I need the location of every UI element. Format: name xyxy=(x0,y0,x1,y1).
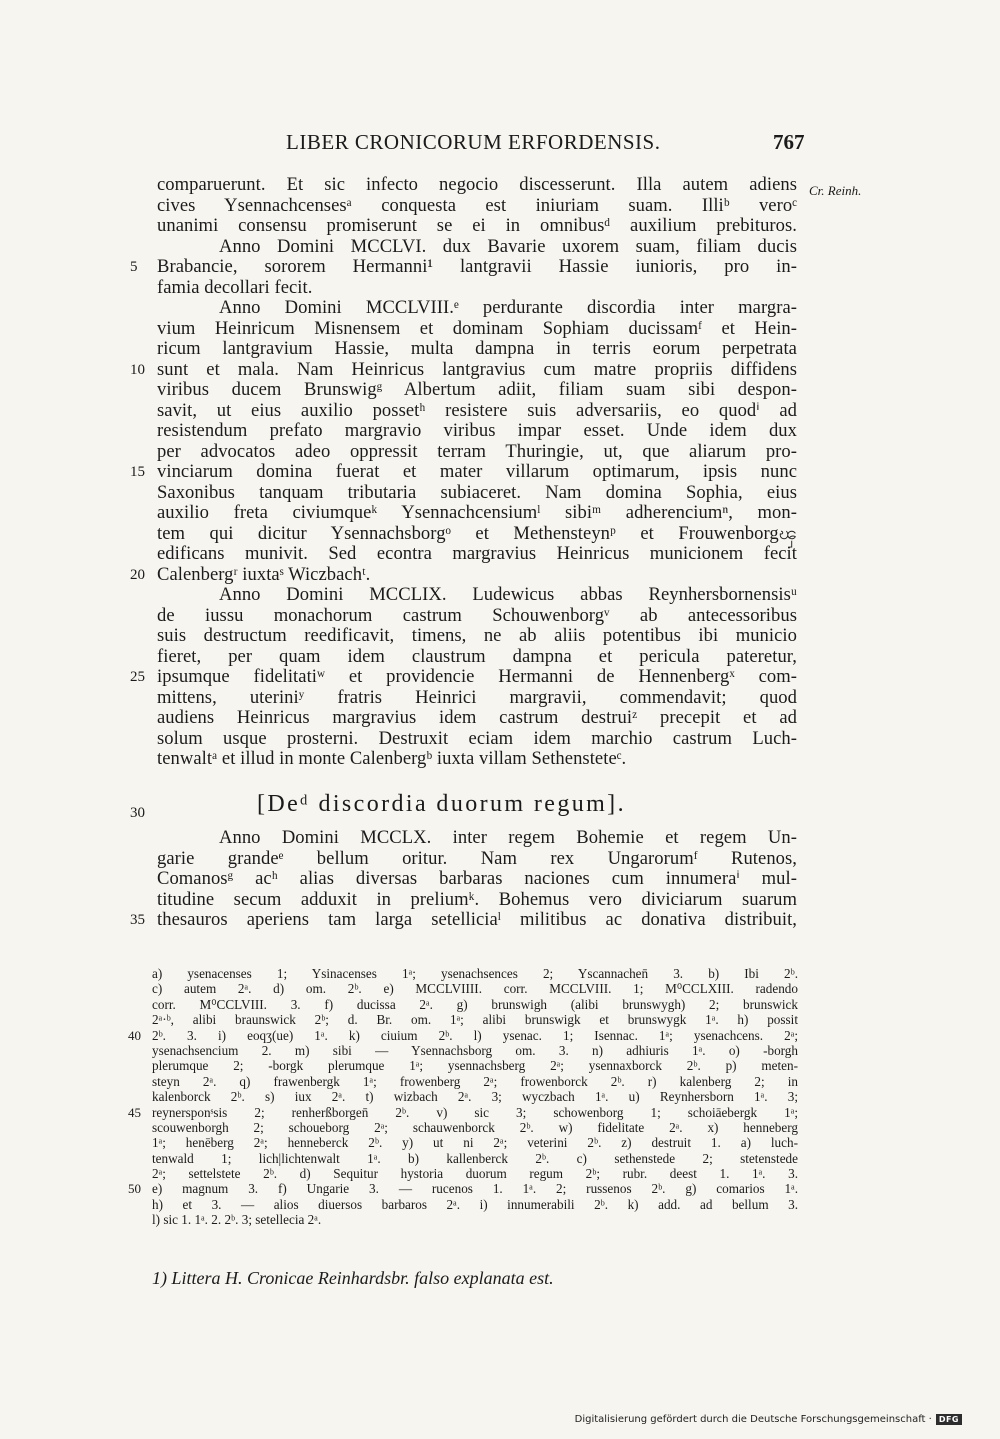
line-text: 2ᵃ; settelstete 2ᵇ. d) Sequitur hystoria duorum regum 2ᵇ; rubr. deest 1. 1ᵃ. 3. xyxy=(152,1166,798,1182)
apparatus-line xyxy=(152,1043,798,1058)
text-line xyxy=(157,524,797,545)
text-line xyxy=(157,196,797,217)
apparatus-line xyxy=(152,1197,798,1212)
text-line xyxy=(157,278,797,299)
text-line xyxy=(157,237,797,258)
line-text: sunt et mala. Nam Heinricus lantgravius cum matre propriis diffidens xyxy=(157,358,797,380)
line-text: e) magnum 3. f) Ungarie 3. — rucenos 1. 1ᵃ. 2; russenos 2ᵇ. g) comarios 1ᵃ. xyxy=(152,1181,798,1197)
line-text: Brabancie, sororem Hermanni¹ lantgravii Hassie iunioris, pro in- xyxy=(157,256,797,277)
line-text: 2ᵇ. 3. i) eoqʒ(ue) 1ᵃ. k) ciuium 2ᵇ. l) ysenac. 1; Isennac. 1ᵃ; ysenachcens. 2ᵃ; xyxy=(152,1027,798,1043)
line-text: h) et 3. — alios diuersos barbaros 2ᵃ. i) innumerabili 2ᵇ. k) add. ad bellum 3. xyxy=(152,1196,798,1212)
section-text-block xyxy=(130,827,797,931)
dfg-logo: DFG xyxy=(936,1414,962,1425)
apparatus-line xyxy=(152,1166,798,1181)
page-number: 767 xyxy=(773,130,805,154)
apparatus-line xyxy=(152,1135,798,1150)
line-text: de iussu monachorum castrum Schouwenborgᵛ ab antecessoribus xyxy=(157,604,797,626)
text-line xyxy=(157,606,797,627)
footnote: 1) Littera H. Cronicae Reinhardsbr. falso explanata est. xyxy=(152,1268,554,1288)
line-text: tem qui dicitur Ysennachsborgᵒ et Methensteynᵖ et Frouwenborgၾ xyxy=(157,522,797,544)
main-text-block xyxy=(130,174,797,770)
line-number: 35 xyxy=(130,912,145,928)
line-text: Anno Domini MCCLVI. dux Bavarie uxorem suam, filiam ducis xyxy=(219,235,797,257)
line-text: thesauros aperiens tam larga setelliciaˡ militibus ac donativa distribuit, xyxy=(157,909,797,930)
line-text: suis destructum reedificavit, timens, ne ab aliis potentibus ibi municio xyxy=(157,625,797,646)
line-text: Anno Domini MCCLVIII.ᵉ perdurante discordia inter margra- xyxy=(219,297,797,318)
running-title: LIBER CRONICORUM ERFORDENSIS. xyxy=(286,130,661,154)
text-line xyxy=(157,585,797,606)
line-text: comparuerunt. Et sic infecto negocio discesserunt. Illa autem adiens xyxy=(157,174,797,195)
text-line xyxy=(157,729,797,750)
text-line xyxy=(157,828,797,849)
line-text: scouwenborgh 2; schoueborg 2ᵃ; schauwenborck 2ᵇ. w) fidelitate 2ᵃ. x) henneberg xyxy=(152,1119,798,1135)
text-line xyxy=(157,175,797,196)
apparatus-line xyxy=(128,1104,798,1120)
apparatus-line xyxy=(152,966,798,981)
text-line xyxy=(157,216,797,237)
line-text: c) autem 2ᵃ. d) om. 2ᵇ. e) MCCLVIIII. corr. MCCLVIII. 1; M⁰CCLXIII. radendo xyxy=(152,981,798,997)
apparatus-line xyxy=(128,1181,798,1197)
text-line xyxy=(157,421,797,442)
line-text: l) sic 1. 1ᵃ. 2. 2ᵇ. 3; setellecia 2ᵃ. xyxy=(152,1212,322,1228)
text-line xyxy=(157,380,797,401)
apparatus-line xyxy=(152,1089,798,1104)
apparatus-line xyxy=(152,1012,798,1027)
text-line xyxy=(157,319,797,340)
text-line xyxy=(157,442,797,463)
apparatus-line xyxy=(152,997,798,1012)
section-heading-row xyxy=(130,791,797,825)
text-line xyxy=(157,626,797,647)
line-number: 40 xyxy=(128,1027,141,1043)
line-text: ysenachsencium 2. m) sibi — Ysennachsborg om. 3. n) adhiuris 1ᵃ. o) -borgh xyxy=(152,1042,798,1058)
line-text: tenwald 1; lich|lichtenwalt 1ᵃ. b) kallenberck 2ᵇ. c) sethenstede 2; stetenstede xyxy=(152,1150,798,1166)
line-text: Saxonibus tanquam tributaria subiaceret. Nam domina Sophia, eius xyxy=(157,481,797,503)
line-number: 5 xyxy=(130,259,138,275)
line-number: 15 xyxy=(130,464,145,480)
critical-apparatus xyxy=(128,966,798,1228)
line-text: famia decollari fecit. xyxy=(157,276,313,298)
text-line xyxy=(157,708,797,729)
apparatus-line xyxy=(152,1120,798,1135)
line-text: titudine secum adduxit in preliumᵏ. Bohemus vero diviciarum suarum xyxy=(157,888,797,910)
line-text: 1ᵃ; henēberg 2ᵃ; henneberck 2ᵇ. y) ut ni 2ᵃ; veterini 2ᵇ. z) destruit 1. a) luch- xyxy=(152,1135,798,1151)
digitization-credit xyxy=(575,1414,962,1425)
text-line xyxy=(130,358,797,381)
line-text: savit, ut eius auxilio possetʰ resistere suis adversariis, eo quodⁱ ad xyxy=(157,399,797,421)
line-text: fieret, per quam idem claustrum dampna et pericula pateretur, xyxy=(157,645,797,667)
line-text: resistendum prefato margravio viribus impar esset. Unde idem dux xyxy=(157,420,797,441)
line-text: garie grandeᵉ bellum oritur. Nam rex Ungarorumᶠ Rutenos, xyxy=(157,847,797,869)
text-line xyxy=(157,849,797,870)
line-text: viribus ducem Brunswigᵍ Albertum adiit, filiam suam sibi despon- xyxy=(157,379,797,400)
line-text: solum usque prosterni. Destruxit eciam idem marchio castrum Luch- xyxy=(157,727,797,749)
text-line xyxy=(130,256,797,278)
line-text: vium Heinricum Misnensem et dominam Sophiam ducissamᶠ et Hein- xyxy=(157,317,797,339)
line-number: 45 xyxy=(128,1104,141,1120)
line-text: Anno Domini MCCLIX. Ludewicus abbas Reynhersbornensisᵘ xyxy=(219,584,797,605)
apparatus-line xyxy=(128,1027,798,1043)
line-text: per advocatos adeo oppressit terram Thuringie, ut, que aliarum pro- xyxy=(157,440,797,462)
line-number: 25 xyxy=(130,669,145,685)
margin-source-note: Cr. Reinh. xyxy=(809,183,862,198)
apparatus-line xyxy=(152,1074,798,1089)
text-line xyxy=(157,749,797,770)
text-line xyxy=(130,461,797,483)
line-text: ricum lantgravium Hassie, multa dampna in terris eorum perpetrata xyxy=(157,338,797,359)
line-text: Anno Domini MCCLX. inter regem Bohemie et regem Un- xyxy=(219,827,797,848)
line-text: Calenbergʳ iuxtaˢ Wiczbachᵗ. xyxy=(157,563,371,585)
apparatus-line xyxy=(152,1058,798,1073)
line-text: auxilio freta civiumqueᵏ Ysennachcensiumˡ sibiᵐ adherenciumⁿ, mon- xyxy=(157,502,797,523)
line-text: a) ysenacenses 1; Ysinacenses 1ᵃ; ysenachsences 2; Yscannachen̄ 3. b) Ibi 2ᵇ. xyxy=(152,966,798,981)
text-line xyxy=(157,503,797,524)
apparatus-line xyxy=(152,1151,798,1166)
text-line xyxy=(130,909,797,931)
line-text: vinciarum domina fuerat et mater villarum optimarum, ipsis nunc xyxy=(157,461,797,482)
heading-line-number: 30 xyxy=(130,805,145,821)
text-line xyxy=(157,298,797,319)
line-number: 20 xyxy=(130,566,145,583)
apparatus-line xyxy=(152,981,798,996)
text-line xyxy=(157,647,797,668)
line-text: ipsumque fidelitatiʷ et providencie Hermanni de Hennenbergˣ com- xyxy=(157,666,797,687)
text-line xyxy=(157,339,797,360)
line-text: unanimi consensu promiserunt se ei in omnibusᵈ auxilium prebituros. xyxy=(157,215,797,236)
line-text: Comanosᵍ acʰ alias diversas barbaras naciones cum innumeraⁱ mul- xyxy=(157,868,797,889)
line-text: corr. M⁰CCLVIII. 3. f) ducissa 2ᵃ. g) brunswigh (alibi brunswygh) 2; brunswick xyxy=(152,996,798,1012)
line-text: audiens Heinricus margravius idem castrum destruiᶻ precepit et ad xyxy=(157,707,797,728)
credit-text: Digitalisierung gefördert durch die Deutsche Forschungsgemeinschaft · xyxy=(574,1414,932,1425)
line-text: edificans munivit. Sed econtra margravius Heinricus municionem fecit xyxy=(157,543,797,564)
line-text: kalenborck 2ᵇ. s) iux 2ᵃ. t) wizbach 2ᵃ. 3; wyczbach 1ᵃ. u) Reynhersborn 1ᵃ. 3; xyxy=(152,1089,798,1105)
line-text: steyn 2ᵃ. q) frawenbergk 1ᵃ; frowenberg 2ᵃ; frowenborck 2ᵇ. r) kalenberg 2; in xyxy=(152,1073,798,1089)
text-line xyxy=(157,890,797,911)
line-text: mittens, uteriniʸ fratris Heinrici margravii, commendavit; quod xyxy=(157,686,797,708)
text-line xyxy=(157,483,797,504)
line-text: reynersponˢsis 2; renherßborgen̄ 2ᵇ. v) sic 3; schowenborg 1; schoiāebergk 1ᵃ; xyxy=(152,1104,798,1120)
text-line xyxy=(157,869,797,890)
apparatus-line xyxy=(152,1212,798,1227)
line-text: tenwaltᵃ et illud in monte Calenbergᵇ iuxta villam Sethensteteᶜ. xyxy=(157,748,627,769)
line-number: 50 xyxy=(128,1181,141,1197)
text-line xyxy=(157,544,797,565)
line-number: 10 xyxy=(130,361,145,378)
text-line xyxy=(157,688,797,709)
text-line xyxy=(130,666,797,688)
running-header xyxy=(0,130,1000,160)
line-text: 2ᵃ·ᵇ, alibi braunswick 2ᵇ; d. Br. om. 1ᵃ; alibi brunswigk et brunswygk 1ᵃ. h) possit xyxy=(152,1012,798,1028)
line-text: cives Ysennachcensesᵃ conquesta est iniuriam suam. Illiᵇ veroᶜ xyxy=(157,194,797,216)
line-text: plerumque 2; -borgk plerumque 1ᵃ; ysennachsberg 2ᵃ; ysennaxborck 2ᵇ. p) meten- xyxy=(152,1058,798,1074)
section-heading: [Deᵈ discordia duorum regum]. xyxy=(257,791,626,817)
text-line xyxy=(130,563,797,586)
text-line xyxy=(157,401,797,422)
